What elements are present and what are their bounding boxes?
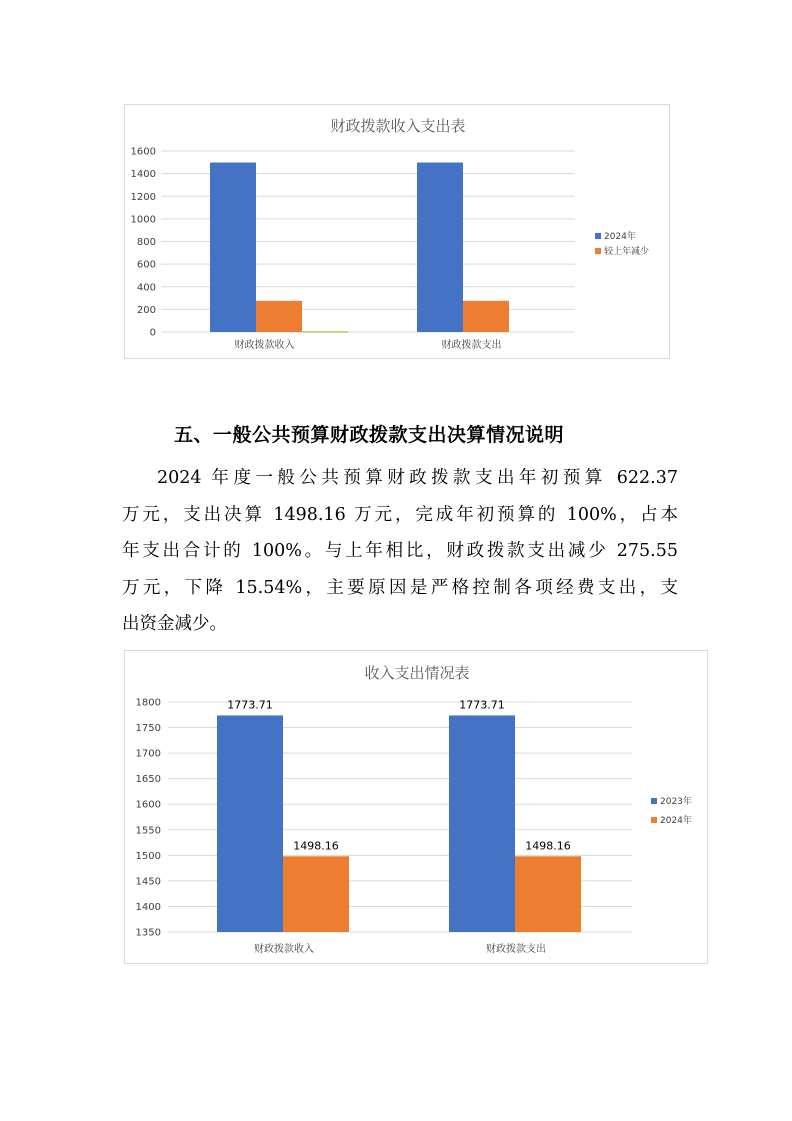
y-tick-label: 1550 [135,825,161,837]
chart-svg [125,105,671,360]
y-tick-label: 1600 [135,799,161,811]
data-label: 1773.71 [459,698,505,712]
body-paragraph [122,460,678,643]
x-category-label: 财政拨款收入 [234,340,295,351]
y-tick-label: 600 [136,259,156,271]
data-label: 1773.71 [227,698,273,712]
legend-swatch [595,233,601,239]
legend-swatch [651,798,657,804]
x-category-label: 财政拨款支出 [486,944,546,955]
chart-financial-allocation [124,104,670,359]
chart-svg [125,651,709,965]
legend-swatch [651,817,657,823]
bar [210,163,256,332]
bar [449,715,515,932]
chart-title: 财政拨款收入支出表 [330,117,466,135]
y-tick-label: 1750 [135,723,161,735]
bar [217,715,283,932]
y-tick-label: 400 [136,282,156,294]
y-tick-label: 1450 [135,876,161,888]
y-tick-label: 800 [136,237,156,248]
legend-label: 2023年 [660,797,692,807]
legend-label: 2024年 [604,232,636,242]
section-heading: 五、一般公共预算财政拨款支出决算情况说明 [174,424,565,446]
bar [417,163,463,332]
y-tick-label: 1700 [135,748,161,760]
paragraph-line: 万元，下降 15.54%，主要原因是严格控制各项经费支出，支 [122,577,678,598]
paragraph-line: 年支出合计的 100%。与上年相比，财政拨款支出减少 275.55 [122,541,678,561]
legend-label: 2024年 [660,816,692,826]
bar [283,856,349,932]
bar [515,856,581,932]
x-category-label: 财政拨款支出 [441,340,502,351]
chart-title: 收入支出情况表 [364,664,470,682]
y-tick-label: 1350 [135,927,161,939]
y-tick-label: 1000 [130,214,156,226]
y-tick-label: 1200 [130,191,156,203]
y-tick-label: 1500 [135,850,161,862]
y-tick-label: 1650 [135,774,161,786]
bar [256,301,302,332]
y-tick-label: 0 [149,327,156,339]
y-tick-label: 200 [136,304,156,316]
y-tick-label: 1600 [130,146,156,158]
bar [463,301,509,332]
data-label: 1498.16 [525,839,571,853]
y-tick-label: 1400 [135,901,161,913]
legend-label: 较上年减少 [604,247,650,257]
chart-income-expenditure [124,650,708,964]
y-tick-label: 1800 [135,697,161,709]
legend-swatch [595,248,601,254]
paragraph-line: 2024 年度一般公共预算财政拨款支出年初预算 622.37 [157,468,678,488]
bar [302,331,348,332]
paragraph-line: 万元，支出决算 1498.16 万元，完成年初预算的 100%，占本 [122,504,678,525]
x-category-label: 财政拨款收入 [254,944,314,955]
data-label: 1498.16 [293,839,339,853]
paragraph-line: 出资金减少。 [122,614,227,634]
y-tick-label: 1400 [130,169,156,181]
